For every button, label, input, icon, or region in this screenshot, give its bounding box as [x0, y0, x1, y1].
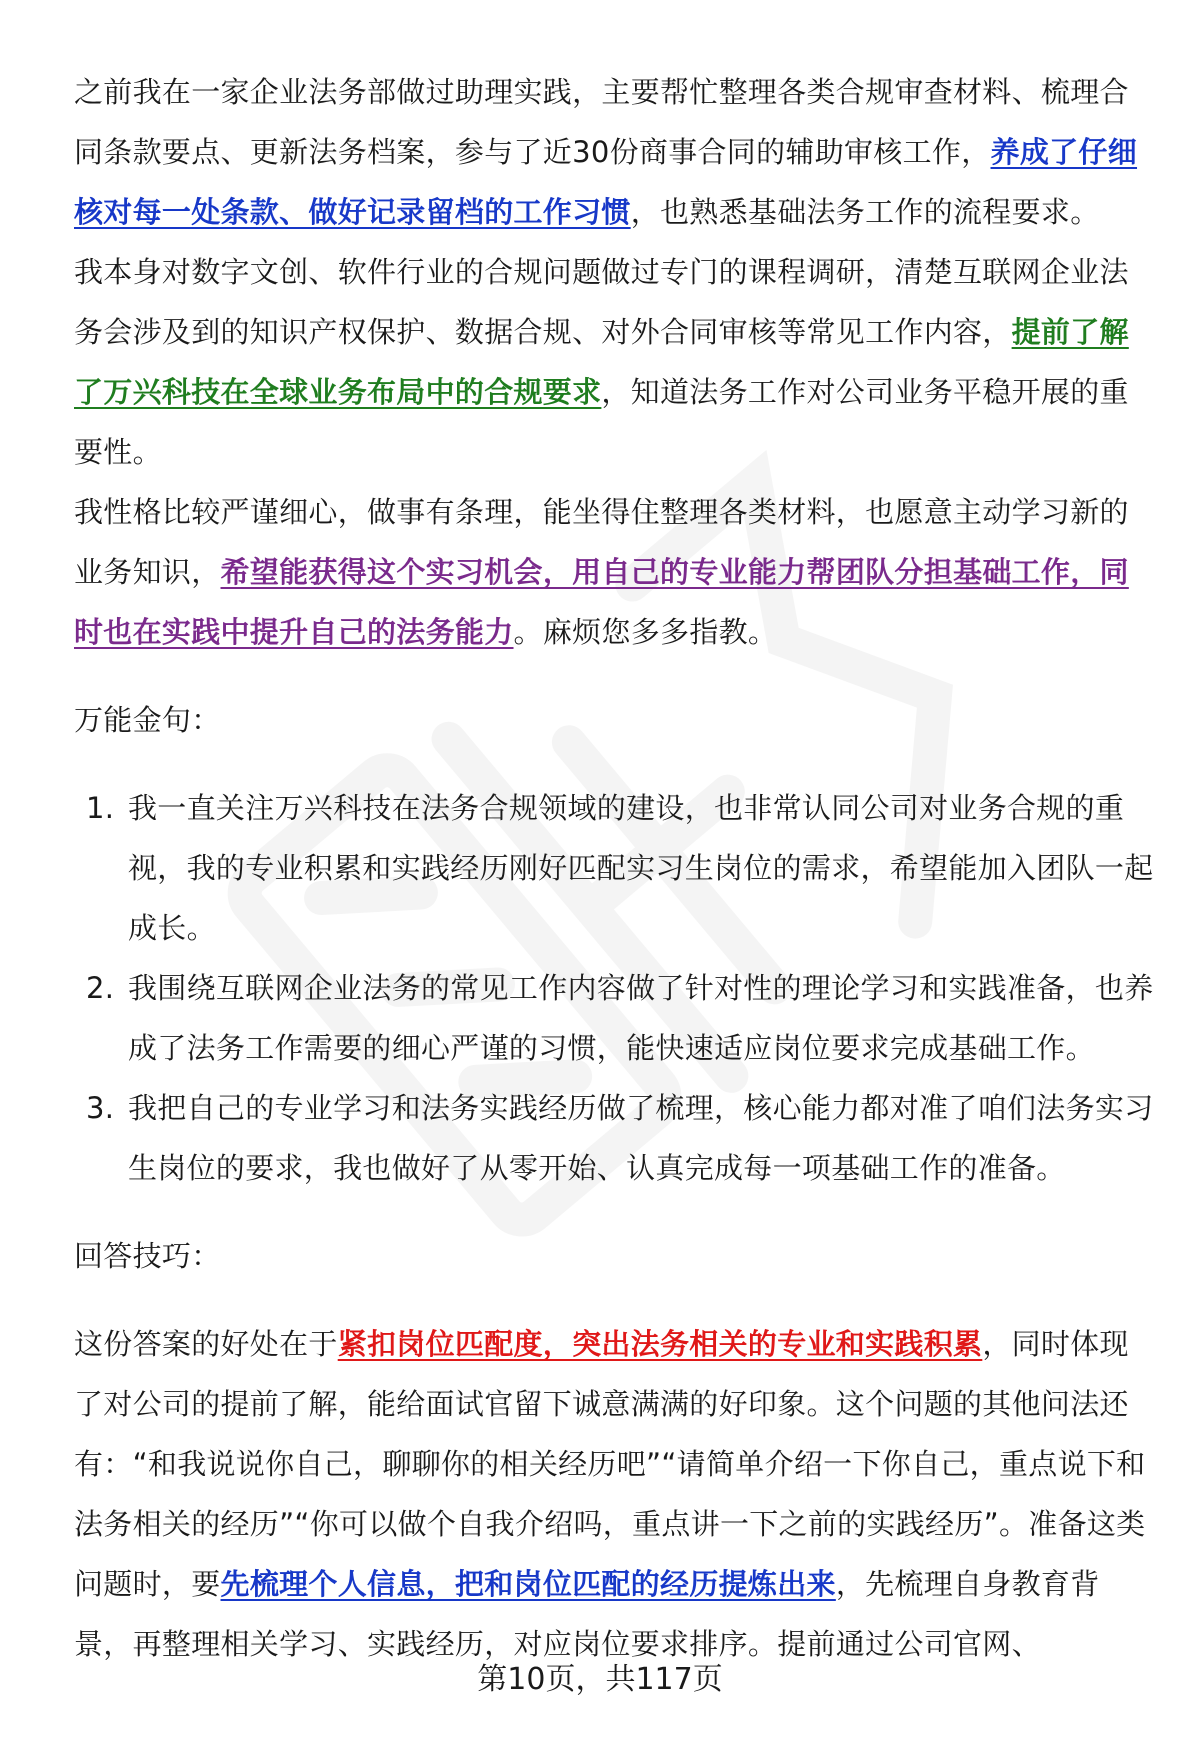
paragraph-text: ，也熟悉基础法务工作的流程要求。	[630, 195, 1100, 229]
page-number: 第10页，共117页	[477, 1662, 723, 1697]
paragraph-text: 之前我在一家企业法务部做过助理实践，主要帮忙整理各类合规审查材料、梳理合同条款要点、更新法务档案，参与了近30份商事合同的辅助审核工作，	[74, 75, 1129, 169]
highlight-blue: 先梳理个人信息，把和岗位匹配的经历提炼出来	[220, 1567, 836, 1601]
paragraph-text: 这份答案的好处在于	[74, 1327, 338, 1361]
tips-heading: 回答技巧：	[74, 1239, 221, 1273]
list-number: 1.	[86, 791, 115, 825]
highlight-blue: 养成了仔细核对每一处条款、做好记录留档的工作习惯	[74, 135, 1138, 229]
paragraph-text: 。麻烦您多多指教。	[513, 615, 778, 649]
paragraph-personality	[74, 482, 1154, 662]
paragraph-text: 我本身对数字文创、软件行业的合规问题做过专门的课程调研，清楚互联网企业法务会涉及到的知识产权保护、数据合规、对外合同审核等常见工作内容，	[74, 255, 1129, 349]
golden-sentences-list	[74, 778, 1154, 1198]
paragraph-text: 我性格比较严谨细心，做事有条理，能坐得住整理各类材料，也愿意主动学习新的业务知识，	[74, 495, 1129, 589]
highlight-red: 紧扣岗位匹配度，突出法务相关的专业和实践积累	[337, 1327, 983, 1361]
highlight-green: 提前了解了万兴科技在全球业务布局中的合规要求	[74, 315, 1129, 409]
paragraph-text: ，同时体现了对公司的提前了解，能给面试官留下诚意满满的好印象。这个问题的其他问法还有：“和我说说你自己，聊聊你的相关经历吧”“请简单介绍一下你自己，重点说下和法务相关的经历”“你可以做个自我介绍吗，重点讲一下之前的实践经历”。准备这类问题时，要	[74, 1327, 1146, 1601]
list-number: 3.	[86, 1091, 115, 1125]
list-item-text: 我把自己的专业学习和法务实践经历做了梳理，核心能力都对准了咱们法务实习生岗位的要求，我也做好了从零开始、认真完成每一项基础工作的准备。	[128, 1091, 1154, 1185]
list-item	[74, 958, 1154, 1078]
golden-sentences-heading: 万能金句：	[74, 703, 221, 737]
highlight-purple: 希望能获得这个实习机会，用自己的专业能力帮团队分担基础工作，同时也在实践中提升自己的法务能力	[74, 555, 1129, 649]
list-number: 2.	[86, 971, 115, 1005]
paragraph-research	[74, 242, 1154, 482]
list-item	[74, 778, 1154, 958]
paragraph-text: ，先梳理自身教育背景，再整理相关学习、实践经历，对应岗位要求排序。提前通过公司官网、	[74, 1567, 1100, 1661]
paragraph-text: ，知道法务工作对公司业务平稳开展的重要性。	[74, 375, 1129, 469]
paragraph-tips	[74, 1314, 1154, 1674]
list-item-text: 我一直关注万兴科技在法务合规领域的建设，也非常认同公司对业务合规的重视，我的专业积累和实践经历刚好匹配实习生岗位的需求，希望能加入团队一起成长。	[128, 791, 1154, 945]
list-item-text: 我围绕互联网企业法务的常见工作内容做了针对性的理论学习和实践准备，也养成了法务工作需要的细心严谨的习惯，能快速适应岗位要求完成基础工作。	[128, 971, 1154, 1065]
paragraph-experience	[74, 62, 1154, 242]
list-item	[74, 1078, 1154, 1198]
document-body	[74, 62, 1154, 1674]
